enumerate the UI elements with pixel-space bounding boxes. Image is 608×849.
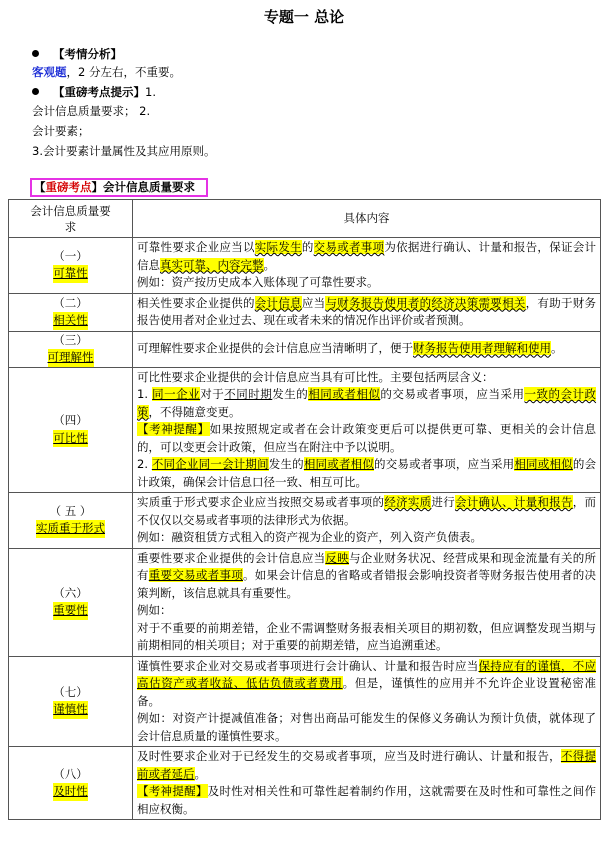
row-content — [133, 238, 601, 294]
bullet-icon — [32, 88, 39, 95]
row-content — [133, 367, 601, 493]
key-points-heading — [32, 84, 156, 100]
row-number: （ 五 ） — [49, 503, 92, 518]
row-name: 及时性 — [53, 783, 88, 801]
table-row — [9, 238, 601, 294]
bracket-open: 【 — [34, 180, 46, 194]
table-row — [9, 331, 601, 367]
row-category — [9, 493, 133, 549]
section-tag: 重磅考点 — [45, 180, 92, 194]
key-point-line3: 会计要素； — [32, 124, 90, 138]
row-name: 相关性 — [53, 312, 88, 330]
row-name: 可靠性 — [53, 265, 88, 283]
table-row — [9, 367, 601, 493]
table-header-row — [9, 200, 601, 238]
analysis-desc: ，2 分左右，不重要。 — [66, 65, 181, 79]
row-category — [9, 238, 133, 294]
row-number: （三） — [53, 332, 88, 347]
row-line: 可靠性要求企业应当以实际发生的交易或者事项为依据进行确认、计量和报告，保证会计信息真实可靠、内容完整。 — [137, 240, 597, 272]
row-category — [9, 293, 133, 331]
quality-requirements-table — [8, 199, 601, 820]
table-row — [9, 548, 601, 656]
row-line: 例如：融资租赁方式租入的资产视为企业的资产，列入资产负债表。 — [137, 530, 482, 544]
header-col1-text: 会计信息质量要求 — [30, 203, 111, 234]
row-content — [133, 293, 601, 331]
row-content — [133, 331, 601, 367]
row-content — [133, 493, 601, 549]
analysis-text — [32, 64, 181, 80]
table-row — [9, 656, 601, 747]
page-title: 专题一 总论 — [263, 8, 345, 26]
row-category — [9, 548, 133, 656]
row-line: 2. 不同企业同一会计期间发生的相同或者相似的交易或者事项，应当采用相同或相似的会计政策，确保会计信息口径一致、相互可比。 — [137, 457, 597, 489]
row-category — [9, 747, 133, 820]
key-point-line4: 3.会计要素计量属性及其应用原则。 — [32, 144, 216, 158]
table-row — [9, 747, 601, 820]
row-line: 可比性要求企业提供的会计信息应当具有可比性。主要包括两层含义： — [137, 369, 494, 384]
header-col1 — [9, 200, 133, 238]
row-name: 谨慎性 — [53, 701, 88, 719]
bullet-icon — [32, 50, 39, 57]
section-heading — [30, 178, 208, 197]
row-category — [9, 656, 133, 747]
row-line: 及时性要求企业对于已经发生的交易或者事项，应当及时进行确认、计量和报告，不得提前或者延后。 — [137, 749, 597, 781]
row-number: （一） — [53, 248, 88, 263]
row-line: 【考神提醒】如果按照规定或者在会计政策变更后可以提供更可靠、更相关的会计信息的，可以变更会计政策，但应当在附注中予以说明。 — [137, 422, 597, 454]
row-line: 实质重于形式要求企业应当按照交易或者事项的经济实质进行会计确认、计量和报告，而不仅仅以交易或者事项的法律形式为依据。 — [137, 495, 597, 527]
row-name: 可比性 — [53, 430, 88, 448]
analysis-heading — [32, 46, 122, 62]
row-line: 相关性要求企业提供的会计信息应当与财务报告使用者的经济决策需要相关，有助于财务报告使用者对企业过去、现在或者未来的情况作出评价或者预测。 — [137, 295, 597, 327]
header-col2: 具体内容 — [133, 200, 601, 238]
row-category — [9, 331, 133, 367]
row-line: 例如：资产按历史成本入账体现了可靠性要求。 — [137, 275, 379, 289]
row-line: 1. 同一企业对于不同时期发生的相同或者相似的交易或者事项，应当采用一致的会计政策，不得随意变更。 — [137, 387, 597, 419]
row-name: 重要性 — [53, 602, 88, 620]
row-line: 对于不重要的前期差错，企业不需调整财务报表相关项目的期初数，但应调整发现当期与前期相同的相关项目；对于重要的前期差错，应当追溯重述。 — [137, 620, 596, 652]
row-number: （七） — [53, 684, 88, 699]
row-content — [133, 548, 601, 656]
question-type: 客观题 — [32, 65, 67, 79]
table-row — [9, 493, 601, 549]
row-name: 可理解性 — [48, 349, 94, 367]
section-title: 会计信息质量要求 — [103, 180, 195, 194]
table-row — [9, 293, 601, 331]
key-point-line2: 会计信息质量要求； 2. — [32, 104, 151, 118]
analysis-label: 【考情分析】 — [53, 47, 122, 61]
row-number: （六） — [53, 585, 88, 600]
row-number: （二） — [53, 295, 88, 310]
row-line: 可理解性要求企业提供的会计信息应当清晰明了，便于财务报告使用者理解和使用。 — [137, 341, 563, 356]
row-line: 重要性要求企业提供的会计信息应当反映与企业财务状况、经营成果和现金流量有关的所有重要交易或者事项。如果会计信息的省略或者错报会影响投资者等财务报告使用者的决策判断，该信息就具有重要性。 — [137, 550, 597, 600]
row-category — [9, 367, 133, 493]
row-content — [133, 656, 601, 747]
key-points-label: 【重磅考点提示】 — [53, 85, 145, 99]
key-points-line1-tail: 1. — [145, 85, 156, 99]
row-line: 例如： — [137, 603, 172, 617]
row-line: 例如：对资产计提减值准备；对售出商品可能发生的保修义务确认为预计负债，就体现了会计信息质量的谨慎性要求。 — [137, 711, 596, 743]
row-content — [133, 747, 601, 820]
row-line: 谨慎性要求企业对交易或者事项进行会计确认、计量和报告时应当保持应有的谨慎，不应高估资产或者收益、低估负债或者费用。但是，谨慎性的应用并不允许企业设置秘密准备。 — [137, 658, 597, 708]
row-name: 实质重于形式 — [36, 520, 105, 538]
bracket-close: 】 — [91, 180, 103, 194]
row-line: 【考神提醒】及时性对相关性和可靠性起着制约作用，这就需要在及时性和可靠性之间作相应权衡。 — [137, 784, 597, 816]
row-number: （八） — [53, 766, 88, 781]
row-number: （四） — [53, 413, 88, 428]
